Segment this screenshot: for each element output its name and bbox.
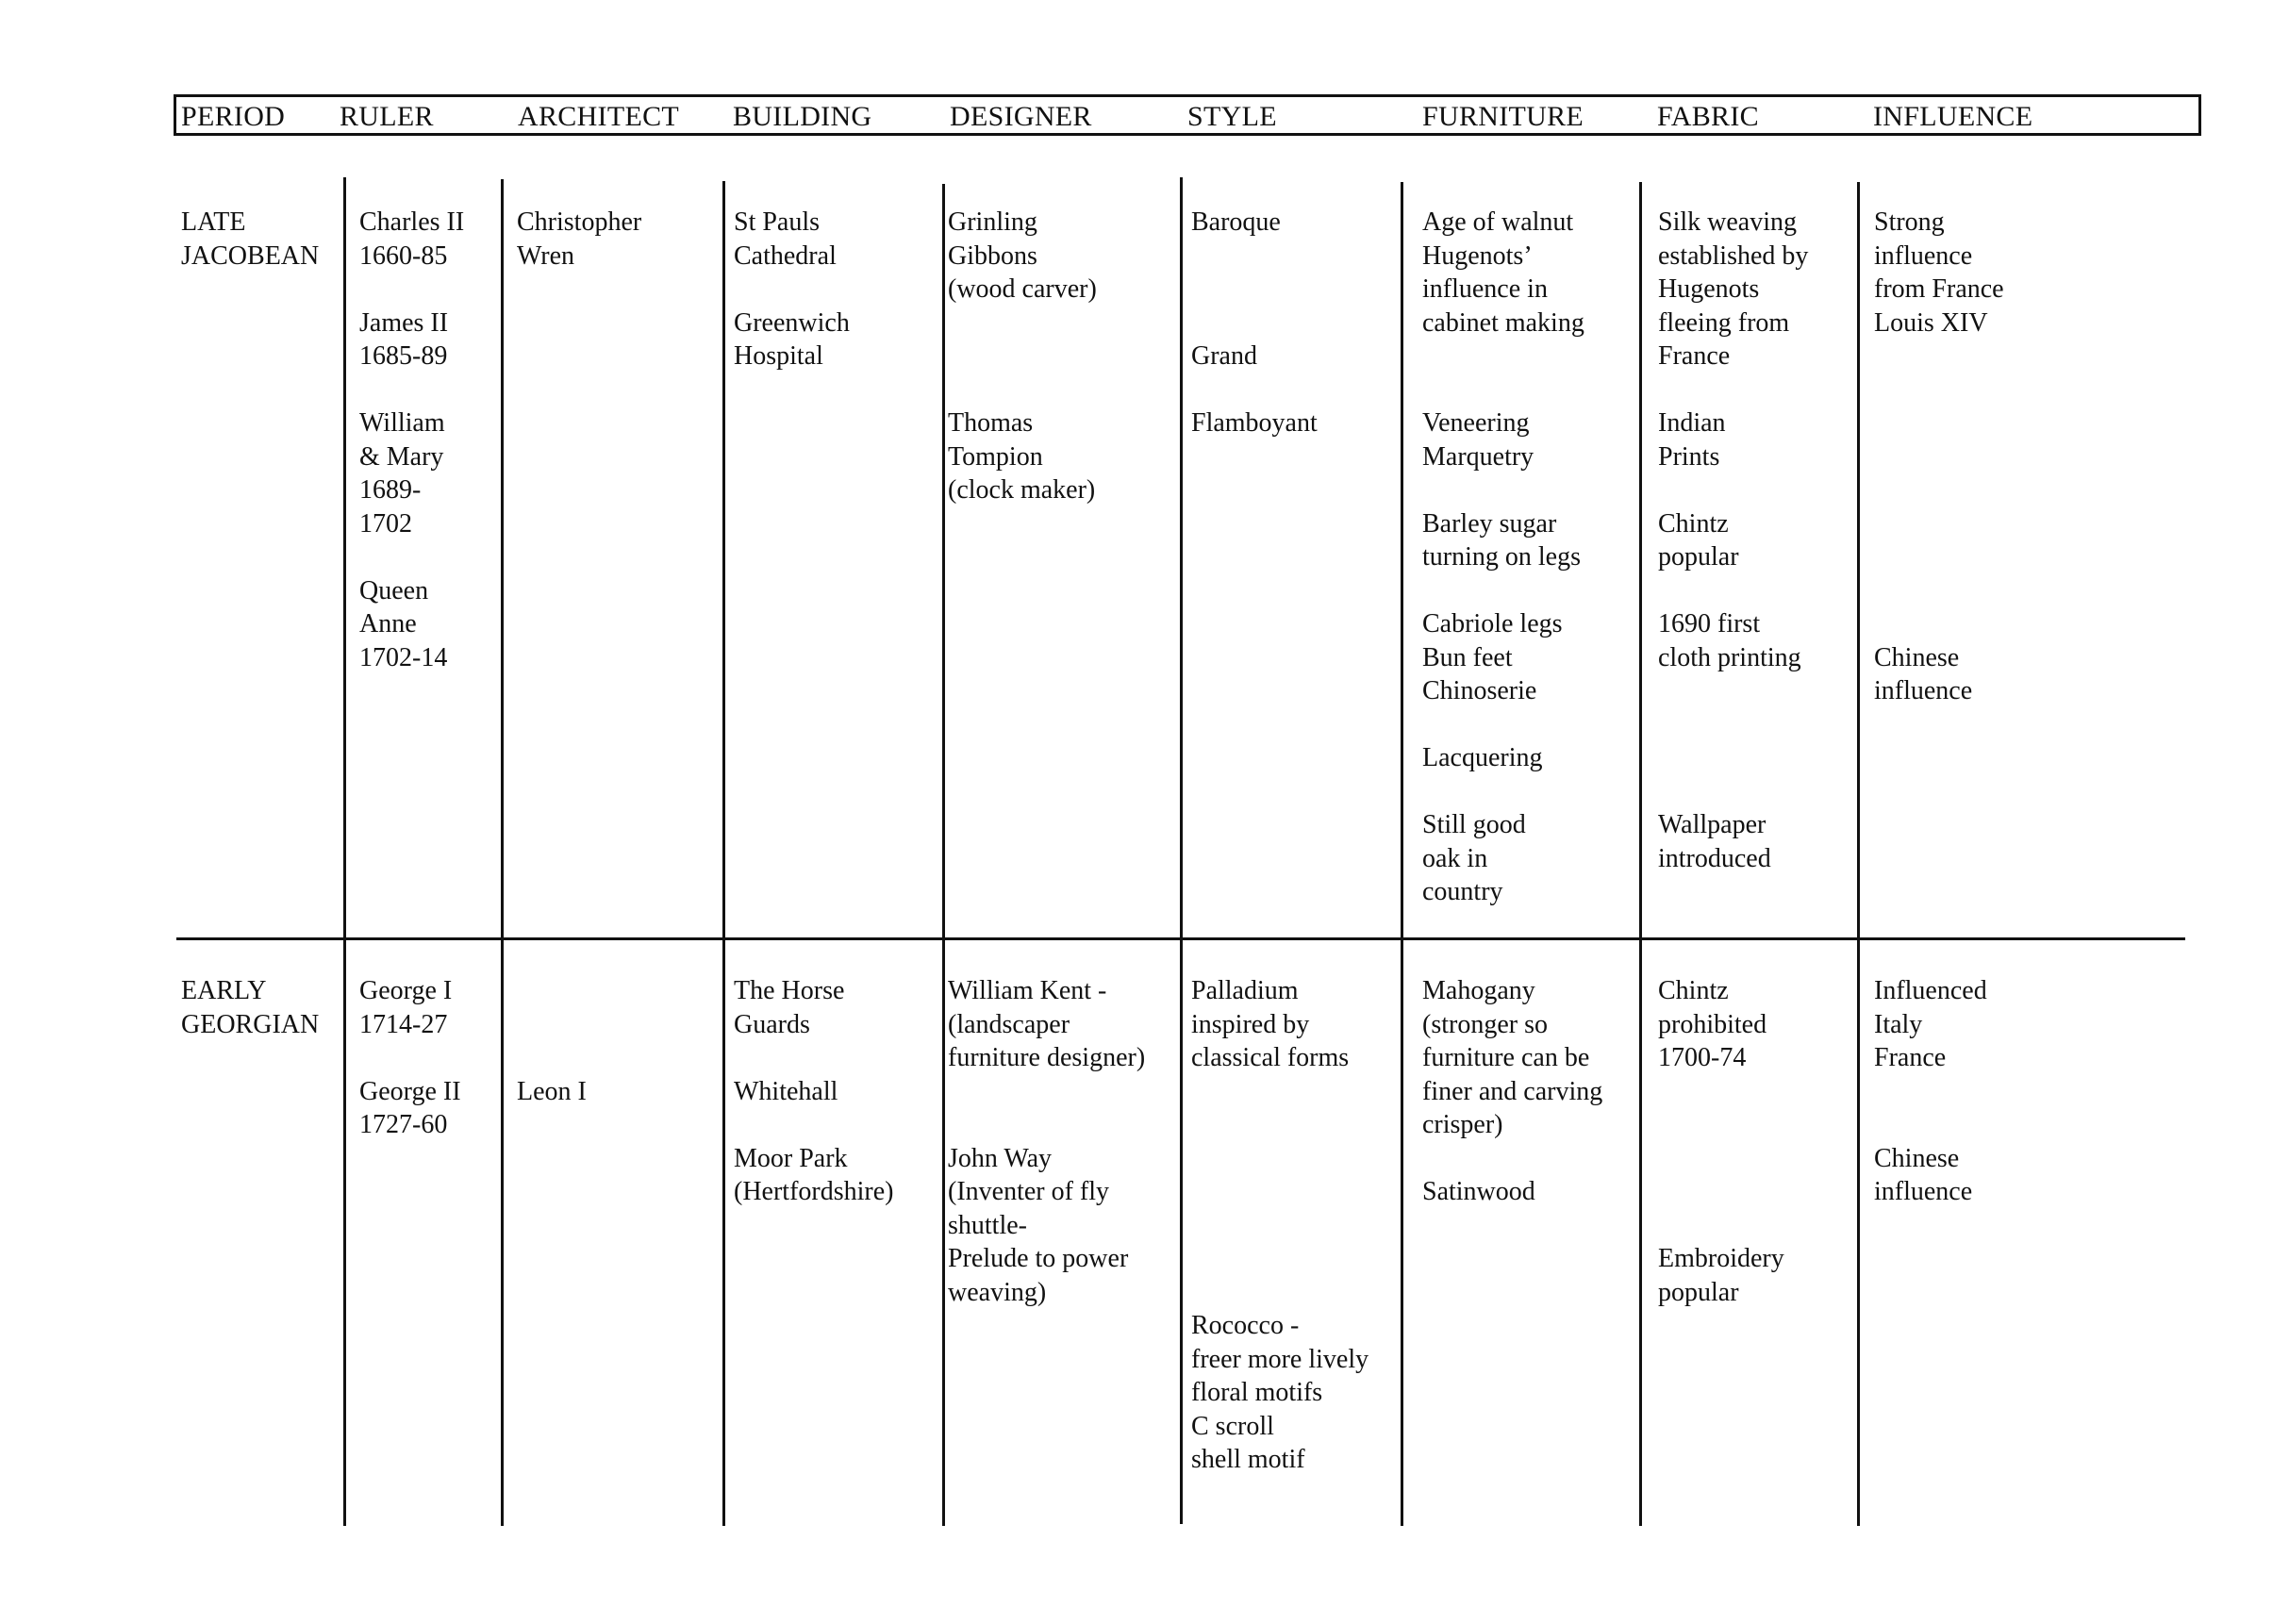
cell-line: from France xyxy=(1874,274,2004,304)
cell-line: Rococco - xyxy=(1191,1311,1300,1340)
cell-line xyxy=(1658,1209,1784,1243)
cell-line: C scroll xyxy=(1191,1411,1274,1441)
cell-line xyxy=(1658,473,1808,507)
column-divider xyxy=(343,177,346,1526)
cell-line xyxy=(1191,307,1318,340)
cell-line: Indian xyxy=(1658,408,1726,438)
cell-line: Anne xyxy=(359,609,417,638)
cell-line: Tompion xyxy=(948,441,1043,472)
cell-line: Grand xyxy=(1191,341,1257,371)
cell-line: St Pauls xyxy=(734,207,821,237)
cell-line: Grinling xyxy=(948,207,1037,237)
cell-line xyxy=(734,273,850,307)
cell-line: 1685-89 xyxy=(359,341,448,371)
cell-line: Lacquering xyxy=(1422,743,1543,772)
cell-line: (Inventer of fly xyxy=(948,1177,1110,1206)
cell-line: Chintz xyxy=(1658,508,1729,539)
cell-line: classical forms xyxy=(1191,1043,1350,1072)
column-divider xyxy=(1639,182,1642,1526)
cell-line xyxy=(1658,741,1808,775)
cell-line: Strong xyxy=(1874,207,1945,237)
cell-line: cloth printing xyxy=(1658,642,1801,672)
cell-line: finer and carving xyxy=(1422,1076,1603,1106)
cell-line: introduced xyxy=(1658,843,1771,873)
cell-line: Greenwich xyxy=(734,307,850,338)
cell-line xyxy=(948,307,1097,340)
cell-line: inspired by xyxy=(1191,1009,1310,1039)
cell-architect xyxy=(517,206,641,273)
cell-line xyxy=(517,1041,587,1075)
cell-line xyxy=(1874,507,2004,541)
cell-line xyxy=(1422,1142,1602,1176)
cell-line xyxy=(359,1041,461,1075)
cell-line: Charles II xyxy=(359,207,465,237)
cell-line: Leon I xyxy=(517,1076,587,1106)
cell-line: Guards xyxy=(734,1009,810,1039)
cell-line: & Mary xyxy=(359,441,444,472)
cell-period xyxy=(181,206,319,273)
header-furniture: FURNITURE xyxy=(1422,101,1584,132)
cell-line xyxy=(1874,1108,1987,1142)
cell-line xyxy=(1191,273,1318,307)
cell-line: Embroidery xyxy=(1658,1244,1784,1273)
cell-line: Cathedral xyxy=(734,240,837,271)
cell-line xyxy=(517,1008,587,1042)
cell-line: LATE xyxy=(181,207,246,237)
cell-line: John Way xyxy=(948,1143,1053,1173)
cell-line: 1689- xyxy=(359,475,422,505)
cell-line: Whitehall xyxy=(734,1076,838,1106)
cell-line: Prelude to power xyxy=(948,1244,1129,1273)
cell-line: William xyxy=(359,408,445,438)
cell-line xyxy=(948,340,1097,373)
cell-line: Still good xyxy=(1422,810,1526,839)
cell-line xyxy=(1658,1175,1784,1209)
header-influence: INFLUENCE xyxy=(1873,101,2033,132)
cell-line: 1700-74 xyxy=(1658,1043,1747,1072)
header-designer: DESIGNER xyxy=(950,101,1092,132)
cell-line: Chinoserie xyxy=(1422,676,1537,705)
cell-line xyxy=(1658,674,1808,708)
cell-line: JACOBEAN xyxy=(181,240,320,271)
cell-line: (clock maker) xyxy=(948,475,1096,505)
cell-line: Flamboyant xyxy=(1191,408,1318,438)
cell-line: established by xyxy=(1658,240,1809,271)
cell-line xyxy=(1658,708,1808,742)
cell-line: (wood carver) xyxy=(948,274,1097,304)
cell-furniture xyxy=(1422,974,1602,1209)
cell-line: popular xyxy=(1658,542,1739,572)
cell-line xyxy=(1658,373,1808,407)
cell-line xyxy=(1658,1142,1784,1176)
header-period: PERIOD xyxy=(181,101,286,132)
cell-line: The Horse xyxy=(734,976,845,1005)
cell-line: Queen xyxy=(359,575,429,605)
cell-line xyxy=(1874,406,2004,440)
cell-line xyxy=(1191,1209,1368,1243)
cell-line: furniture can be xyxy=(1422,1043,1590,1072)
cell-line: country xyxy=(1422,877,1503,906)
cell-line: cabinet making xyxy=(1422,307,1584,338)
cell-line xyxy=(359,273,464,307)
cell-line: influence xyxy=(1874,676,1973,705)
cell-line: Hugenots’ xyxy=(1422,240,1533,271)
cell-line: influence in xyxy=(1422,274,1548,304)
cell-line: influence xyxy=(1874,240,1973,271)
cell-line: Satinwood xyxy=(1422,1177,1535,1206)
cell-line: France xyxy=(1874,1043,1947,1072)
cell-line xyxy=(1874,373,2004,407)
cell-line: James II xyxy=(359,307,449,338)
cell-line xyxy=(1191,1242,1368,1276)
cell-line: turning on legs xyxy=(1422,542,1581,572)
cell-line xyxy=(734,1108,893,1142)
cell-line xyxy=(1422,473,1584,507)
cell-line xyxy=(1658,1108,1784,1142)
cell-line: Chinese xyxy=(1874,1143,1960,1173)
cell-line xyxy=(1422,574,1584,608)
cell-line: prohibited xyxy=(1658,1009,1767,1039)
cell-line: Wren xyxy=(517,240,575,271)
header-ruler: RULER xyxy=(340,101,434,132)
cell-line xyxy=(1191,1108,1368,1142)
cell-line: Silk weaving xyxy=(1658,207,1797,237)
column-divider xyxy=(501,179,504,1526)
cell-line xyxy=(1874,440,2004,474)
cell-line xyxy=(1191,1276,1368,1310)
cell-line: George I xyxy=(359,976,453,1005)
cell-line xyxy=(517,974,587,1008)
cell-line: 1690 first xyxy=(1658,609,1761,638)
column-divider xyxy=(722,181,725,1526)
cell-line: (stronger so xyxy=(1422,1009,1548,1039)
cell-line: GEORGIAN xyxy=(181,1009,320,1039)
cell-line: Thomas xyxy=(948,408,1034,438)
cell-line: 1714-27 xyxy=(359,1009,448,1039)
cell-line: Chinese xyxy=(1874,642,1960,672)
header-architect: ARCHITECT xyxy=(518,101,680,132)
cell-line: Prints xyxy=(1658,441,1720,472)
cell-line xyxy=(1874,473,2004,507)
cell-line: Mahogany xyxy=(1422,976,1535,1005)
cell-line: Baroque xyxy=(1191,207,1281,237)
cell-line xyxy=(1422,775,1584,809)
cell-line: Louis XIV xyxy=(1874,307,1988,338)
cell-line: (landscaper xyxy=(948,1009,1070,1039)
cell-furniture xyxy=(1422,206,1584,909)
cell-fabric xyxy=(1658,974,1784,1309)
column-divider xyxy=(1857,182,1860,1526)
cell-building xyxy=(734,974,893,1209)
cell-line xyxy=(1422,708,1584,742)
column-divider xyxy=(942,184,945,1526)
cell-line: Veneering xyxy=(1422,408,1530,438)
cell-ruler xyxy=(359,206,464,674)
cell-line xyxy=(359,540,464,574)
header-building: BUILDING xyxy=(733,101,872,132)
cell-line: shuttle- xyxy=(948,1210,1027,1240)
cell-line: Christopher xyxy=(517,207,642,237)
cell-line: 1660-85 xyxy=(359,240,448,271)
cell-line: furniture designer) xyxy=(948,1043,1146,1072)
cell-line: Cabriole legs xyxy=(1422,609,1563,638)
cell-line: Chintz xyxy=(1658,976,1729,1005)
cell-line: fleeing from xyxy=(1658,307,1790,338)
cell-line: floral motifs xyxy=(1191,1378,1323,1407)
cell-line: Age of walnut xyxy=(1422,207,1574,237)
cell-line: Bun feet xyxy=(1422,642,1513,672)
cell-line xyxy=(1191,1175,1368,1209)
cell-line xyxy=(1422,373,1584,407)
cell-line: weaving) xyxy=(948,1277,1047,1307)
cell-line: 1702-14 xyxy=(359,642,448,672)
column-divider xyxy=(1401,182,1403,1526)
header-fabric: FABRIC xyxy=(1657,101,1759,132)
cell-line: Gibbons xyxy=(948,240,1037,271)
cell-line: Italy xyxy=(1874,1009,1923,1039)
cell-line xyxy=(1191,373,1318,407)
cell-fabric xyxy=(1658,206,1808,875)
cell-line: Hugenots xyxy=(1658,274,1760,304)
cell-line xyxy=(948,1075,1145,1109)
cell-line xyxy=(948,373,1097,407)
cell-designer xyxy=(948,206,1097,507)
cell-line: George II xyxy=(359,1076,461,1106)
cell-line: influence xyxy=(1874,1177,1973,1206)
cell-line: Marquetry xyxy=(1422,441,1534,472)
cell-line xyxy=(1658,775,1808,809)
cell-line xyxy=(1422,340,1584,373)
cell-style xyxy=(1191,206,1318,440)
cell-line xyxy=(1191,1075,1368,1109)
cell-building xyxy=(734,206,850,373)
cell-line xyxy=(1874,1075,1987,1109)
cell-line: William Kent - xyxy=(948,976,1107,1005)
cell-line xyxy=(1658,1075,1784,1109)
cell-ruler xyxy=(359,974,461,1142)
cell-line: Moor Park xyxy=(734,1143,848,1173)
cell-line xyxy=(1874,607,2004,641)
cell-line: Wallpaper xyxy=(1658,810,1767,839)
cell-line: Barley sugar xyxy=(1422,508,1557,539)
cell-line xyxy=(1191,1142,1368,1176)
cell-period xyxy=(181,974,319,1041)
cell-line xyxy=(734,1041,893,1075)
cell-line: Influenced xyxy=(1874,976,1987,1005)
cell-line xyxy=(359,373,464,407)
cell-line: 1702 xyxy=(359,508,412,539)
cell-line xyxy=(1874,340,2004,373)
cell-line xyxy=(1874,574,2004,608)
cell-line xyxy=(948,1108,1145,1142)
cell-influence xyxy=(1874,206,2004,708)
cell-line: popular xyxy=(1658,1277,1739,1307)
cell-line: crisper) xyxy=(1422,1110,1503,1139)
cell-line: 1727-60 xyxy=(359,1110,448,1139)
column-divider xyxy=(1180,177,1183,1524)
cell-line xyxy=(1191,240,1318,273)
cell-line xyxy=(1658,574,1808,608)
row-divider xyxy=(176,937,2185,940)
cell-line: freer more lively xyxy=(1191,1344,1369,1374)
cell-line: EARLY xyxy=(181,976,267,1005)
cell-line: oak in xyxy=(1422,843,1488,873)
cell-designer xyxy=(948,974,1145,1309)
cell-line: France xyxy=(1658,341,1731,371)
cell-line xyxy=(1874,540,2004,574)
cell-line: Palladium xyxy=(1191,976,1299,1005)
cell-line: Hospital xyxy=(734,341,823,371)
cell-influence xyxy=(1874,974,1987,1209)
cell-style xyxy=(1191,974,1368,1477)
cell-line: shell motif xyxy=(1191,1445,1305,1474)
cell-line: (Hertfordshire) xyxy=(734,1177,894,1206)
cell-architect xyxy=(517,974,587,1108)
header-style: STYLE xyxy=(1187,101,1277,132)
